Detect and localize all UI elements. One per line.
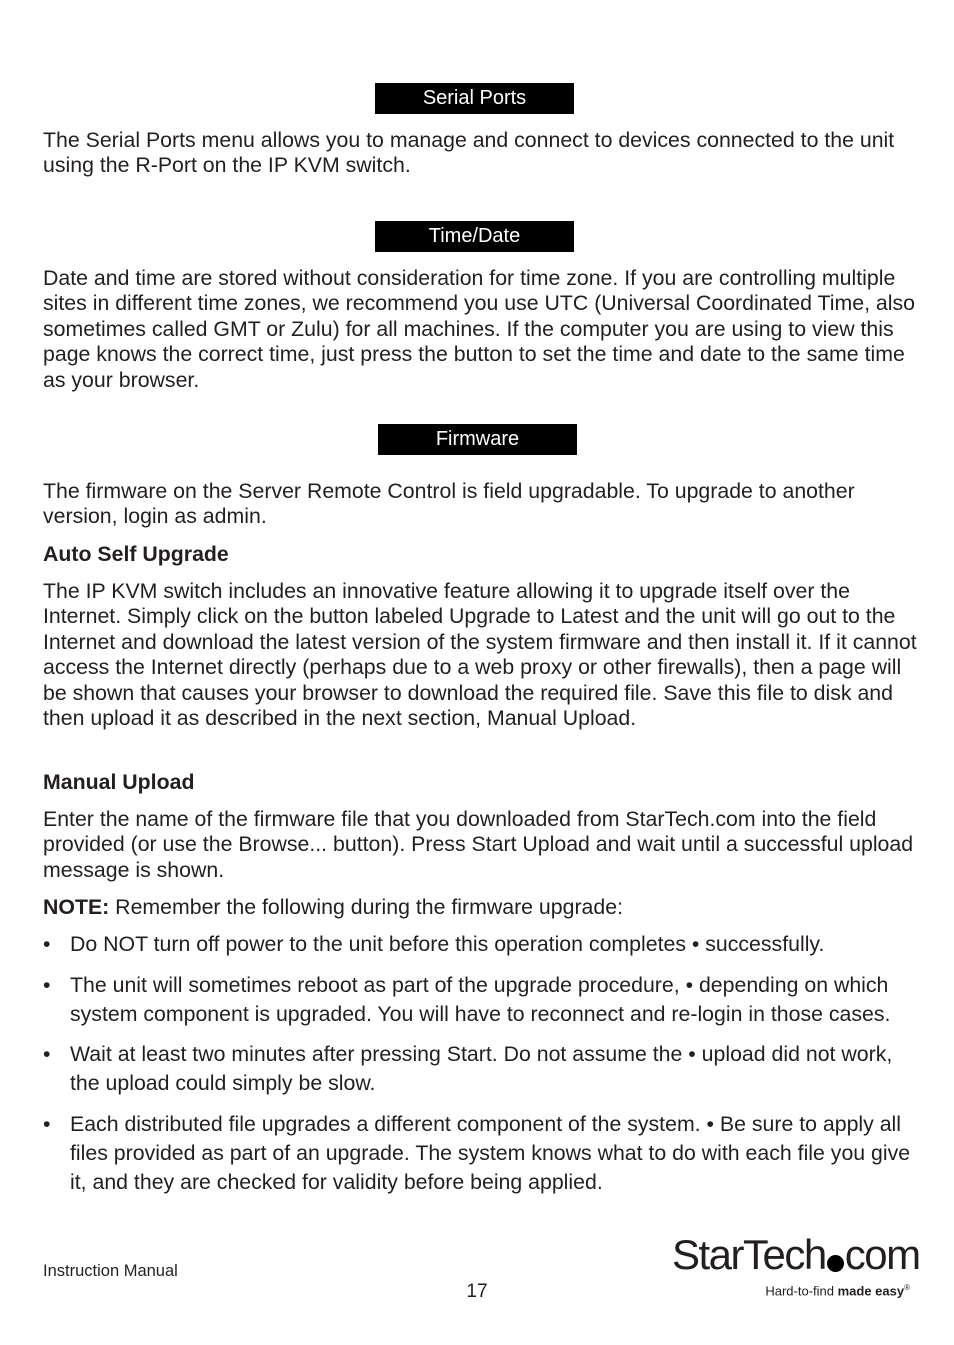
auto-self-upgrade-heading: Auto Self Upgrade <box>43 542 229 566</box>
list-item <box>43 930 923 959</box>
bullet-icon: • <box>43 1111 51 1136</box>
section-title: Firmware <box>435 428 520 450</box>
list-item-text: The unit will sometimes reboot as part of the upgrade procedure, • depending on which system component is upgraded. You will have to reconnect and re-login in those cases. <box>70 972 891 1026</box>
section-title: Time/Date <box>428 225 521 247</box>
manual-upload-heading: Manual Upload <box>43 770 195 794</box>
bullet-icon: • <box>43 1042 51 1067</box>
list-item-text: Wait at least two minutes after pressing Start. Do not assume the • upload did not work, the upload could simply be slow. <box>70 1042 893 1096</box>
note-label: NOTE: <box>43 895 110 919</box>
section-header-time-date <box>375 221 574 252</box>
time-date-description: Date and time are stored without consideration for time zone. If you are controlling multiple sites in different time zones, we recommend you use UTC (Universal Coordinated Time, also sometimes called GMT or Zulu) for all machines. If the computer you are using to view this page knows the correct time, just press the button to set the time and date to the same time as your browser. <box>43 266 915 392</box>
tagline-bold: made easy <box>837 1283 905 1299</box>
note-paragraph <box>43 895 923 920</box>
logo-dot-icon <box>827 1255 844 1272</box>
list-item-text: Do NOT turn off power to the unit before this operation completes • successfully. <box>70 932 825 956</box>
list-item-text: Each distributed file upgrades a different component of the system. • Be sure to apply all files provided as part of an upgrade. The system knows what to do with each file you give it, and they are checked for validity before being applied. <box>70 1111 911 1194</box>
auto-self-upgrade-description: The IP KVM switch includes an innovative feature allowing it to upgrade itself over the Internet. Simply click on the button labeled Upgrade to Latest and the unit will go out to the Internet and download the latest version of the system firmware and then install it. If it cannot access the Internet directly (perhaps due to a web proxy or other firewalls), then a page will be shown that causes your browser to download the required file. Save this file to disk and then upload it as described in the next section, Manual Upload. <box>43 579 917 731</box>
footer-document-title: Instruction Manual <box>43 1262 178 1280</box>
logo-com-text: com <box>844 1231 920 1278</box>
startech-logo <box>668 1230 918 1310</box>
page-number: 17 <box>466 1281 488 1302</box>
serial-ports-description: The Serial Ports menu allows you to manage and connect to devices connected to the unit using the R-Port on the IP KVM switch. <box>43 128 895 178</box>
logo-star-text: StarTech <box>672 1231 826 1278</box>
list-item <box>43 1110 923 1196</box>
section-title: Serial Ports <box>422 87 527 109</box>
section-header-serial-ports <box>375 83 574 114</box>
tagline-light: Hard-to-find <box>765 1283 838 1299</box>
bullet-icon: • <box>43 972 51 997</box>
logo-wordmark <box>672 1230 920 1280</box>
note-text: Remember the following during the firmware upgrade: <box>109 895 624 919</box>
section-header-firmware <box>378 424 577 455</box>
list-item <box>43 971 923 1029</box>
manual-upload-description: Enter the name of the firmware file that you downloaded from StarTech.com into the field provided (or use the Browse... button). Press Start Upload and wait until a successful upload message is shown. <box>43 807 914 882</box>
list-item <box>43 1040 923 1098</box>
bullet-icon: • <box>43 932 51 956</box>
logo-tagline <box>765 1283 910 1298</box>
firmware-description: The firmware on the Server Remote Control is field upgradable. To upgrade to another version, login as admin. <box>43 479 855 529</box>
registered-mark: ® <box>904 1283 910 1292</box>
firmware-notes-list <box>43 930 923 1208</box>
